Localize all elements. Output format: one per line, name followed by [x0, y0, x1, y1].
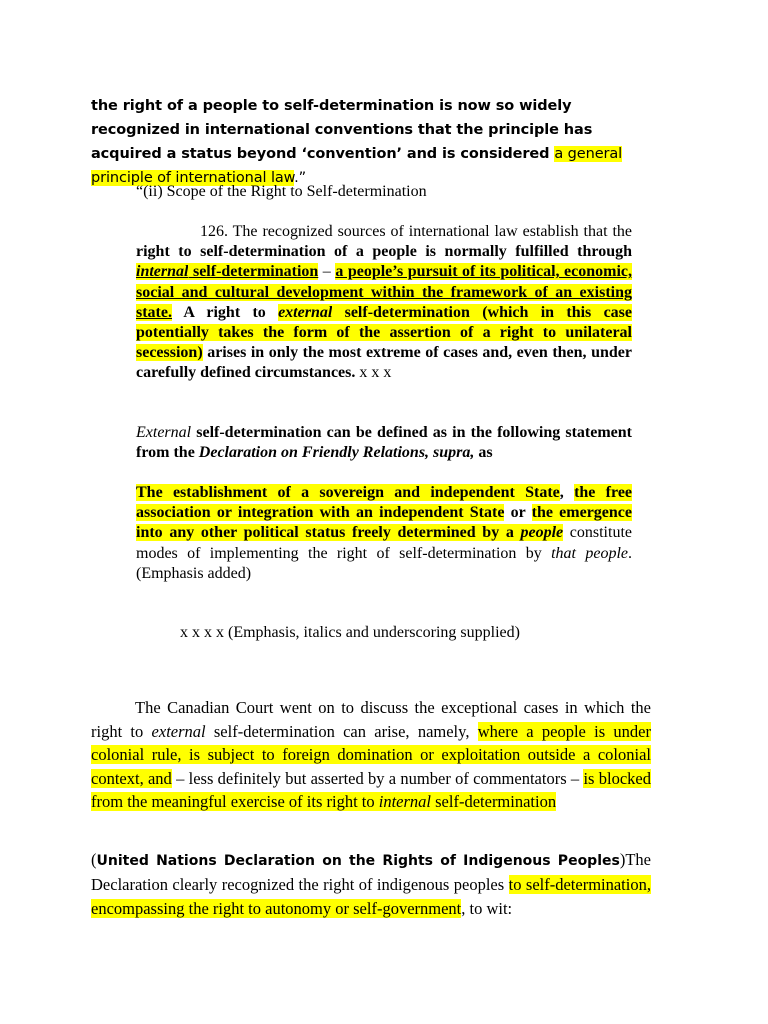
fq-comma: , — [559, 484, 575, 501]
top-paragraph-text: the right of a people to self-determination is now so widely recognized in international conventions that the principle has acquired a status beyond ‘convention’ and is considered — [91, 98, 593, 162]
fq-hl1: The establishment of a sovereign and independent State — [136, 484, 560, 501]
external-as: as — [474, 444, 493, 462]
cc-external: external — [151, 721, 206, 741]
cc-hl2-internal: internal — [378, 792, 432, 811]
cc-part2: self-determination can arise, namely, — [205, 721, 478, 741]
fq-people: people — [520, 524, 564, 542]
p126-bold1: right to self-determination of a people is normally fulfilled through — [136, 243, 632, 261]
cc-part1: The Canadian Court went on to discuss the exceptional cases in which the right to — [91, 698, 651, 741]
p126-external: external — [278, 303, 333, 321]
undrip-label: United Nations Declaration on the Rights of Indigenous Peoples — [96, 853, 620, 869]
p126-dash: – — [318, 263, 336, 281]
undrip-paragraph — [91, 848, 651, 921]
top-paragraph-end: .” — [294, 170, 307, 186]
undrip-part1: The Declaration clearly recognized the right of indigenous peoples — [91, 850, 651, 894]
p126-tail: x x x — [355, 364, 392, 382]
p126-bold5: arises in only the most extreme of cases and, even then, under carefully defined circumstances. — [136, 344, 632, 382]
top-paragraph-highlight: a general principle of international law — [91, 146, 623, 186]
fq-rest: constitute modes of implementing the right of self-determination by — [136, 524, 632, 562]
p126-underlined: a people’s pursuit of its political, economic, social and cultural development within the framework of an existing state. — [136, 263, 633, 321]
emphasis-note: x x x x (Emphasis, italics and underscoring supplied) — [180, 624, 520, 641]
paragraph-126 — [136, 222, 632, 384]
p126-bold2: self-determination — [188, 263, 319, 281]
fq-hl2: the free association or integration with an independent State — [136, 484, 633, 522]
scope-heading: “(ii) Scope of the Right to Self-determination — [136, 183, 427, 200]
cc-hl1: where a people is under colonial rule, is subject to foreign domination or exploitation outside a colonial context, and — [91, 721, 651, 788]
cc-hl2b: self-determination — [431, 792, 557, 811]
undrip-close-paren: ) — [619, 850, 626, 869]
undrip-highlight: to self-determination, encompassing the right to autonomy or self-government — [91, 875, 651, 918]
fq-or: or — [504, 504, 532, 522]
friendly-relations-quote — [136, 483, 632, 584]
p126-bold4: self-determination (which in this case potentially takes the form of the assertion of a right to unilateral secession) — [136, 303, 633, 362]
top-paragraph — [91, 94, 651, 190]
undrip-end: , to wit: — [461, 899, 513, 918]
declaration-title: Declaration on Friendly Relations, supra, — [198, 444, 475, 462]
cc-part3: – less definitely but asserted by a number of commentators – — [171, 768, 584, 788]
external-word: External — [136, 424, 192, 441]
cc-hl2a: is blocked from the meaningful exercise of its right to — [91, 768, 651, 811]
p126-bold3: A right to — [171, 303, 279, 321]
external-paragraph — [136, 423, 632, 463]
external-bold: self-determination can be defined as in the following statement from the — [136, 424, 632, 462]
p126-intro: 126. The recognized sources of international law establish that the — [200, 223, 632, 240]
fq-hl3: the emergence into any other political status freely determined by a — [136, 504, 632, 542]
undrip-open-paren: ( — [91, 850, 97, 869]
fq-that-people: that people — [551, 544, 628, 562]
p126-internal: internal — [136, 263, 189, 281]
canadian-court-paragraph — [91, 696, 651, 814]
fq-emphasis: . (Emphasis added) — [136, 544, 632, 582]
